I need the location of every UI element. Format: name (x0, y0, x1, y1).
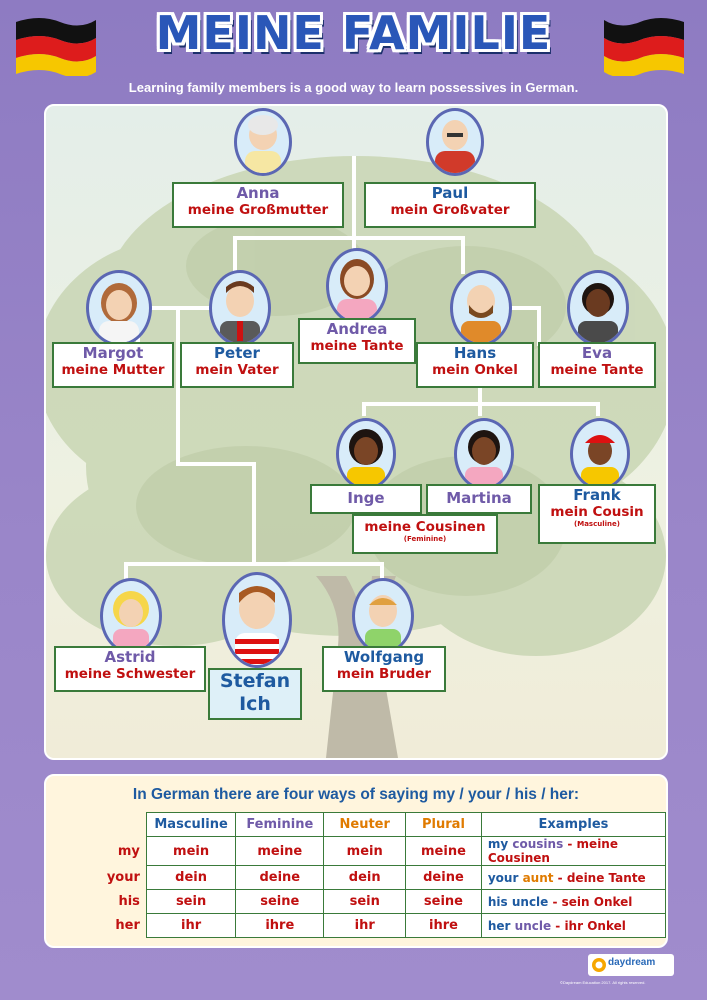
anna-portrait (234, 108, 292, 176)
table-cell: ihr (146, 914, 235, 938)
name-andrea: Andrea (326, 320, 388, 338)
page-title: MEINE FAMILIE (155, 6, 552, 60)
stefan-portrait (222, 572, 292, 668)
relation-stefan: Ich (239, 692, 271, 715)
relation-paul: mein Großvater (390, 202, 510, 218)
name-peter: Peter (214, 344, 260, 362)
possessives-table (94, 812, 666, 938)
name-anna: Anna (236, 184, 280, 202)
pronoun-cell: my (117, 843, 140, 859)
card-andrea (298, 318, 416, 364)
name-hans: Hans (453, 344, 497, 362)
table-row (94, 890, 666, 914)
name-frank: Frank (573, 486, 621, 504)
page-subtitle: Learning family members is a good way to learn possessives in German. (128, 80, 579, 95)
card-eva (538, 342, 656, 388)
pronoun-cell: her (115, 918, 140, 933)
logo-text: daydream (608, 957, 656, 968)
possessives-title: In German there are four ways of saying my / your / his / her: (132, 786, 580, 803)
card-peter (180, 342, 294, 388)
wolfgang-portrait (352, 578, 414, 654)
table-cell: deine (406, 866, 482, 890)
table-row (94, 837, 666, 866)
card-stefan (208, 668, 302, 720)
possessives-panel (44, 774, 668, 948)
table-cell: seine (236, 890, 324, 914)
note-feminine: (Feminine) (403, 535, 447, 544)
header-masculine: Masculine (146, 813, 235, 837)
header-feminine: Feminine (236, 813, 324, 837)
name-astrid: Astrid (104, 648, 156, 666)
name-margot: Margot (82, 344, 144, 362)
card-hans (416, 342, 534, 388)
card-anna (172, 182, 344, 228)
hans-portrait (450, 270, 512, 346)
pronoun-cell: his (118, 894, 140, 909)
frank-portrait (570, 418, 630, 490)
table-header-row (94, 813, 666, 837)
name-stefan: Stefan (219, 670, 291, 692)
table-cell: mein (146, 837, 235, 866)
name-inge: Inge (347, 489, 385, 507)
example-cell: your aunt - deine Tante (481, 866, 665, 890)
table-cell: ihr (324, 914, 406, 938)
table-row (94, 866, 666, 890)
pronoun-cell: your (106, 870, 140, 885)
table-cell: dein (324, 866, 406, 890)
relation-astrid: meine Schwester (64, 666, 196, 682)
daydream-logo (588, 954, 674, 976)
margot-portrait (86, 270, 152, 346)
header-examples: Examples (481, 813, 665, 837)
cloud-icon (591, 957, 607, 973)
card-cousinen (352, 514, 498, 554)
table-cell: meine (406, 837, 482, 866)
family-tree-panel (44, 104, 668, 760)
table-cell: sein (146, 890, 235, 914)
table-cell: dein (146, 866, 235, 890)
name-eva: Eva (581, 344, 613, 362)
relation-cousinen: meine Cousinen (364, 519, 486, 535)
table-cell: mein (324, 837, 406, 866)
table-row (94, 914, 666, 938)
name-martina: Martina (446, 489, 512, 507)
card-martina (426, 484, 532, 514)
andrea-portrait (326, 248, 388, 324)
table-cell: ihre (406, 914, 482, 938)
relation-margot: meine Mutter (61, 362, 165, 378)
inge-portrait (336, 418, 396, 490)
peter-portrait (209, 270, 271, 346)
astrid-portrait (100, 578, 162, 654)
example-cell: her uncle - ihr Onkel (481, 914, 665, 938)
note-masculine: (Masculine) (574, 520, 620, 529)
table-cell: ihre (236, 914, 324, 938)
table-cell: seine (406, 890, 482, 914)
example-cell: his uncle - sein Onkel (481, 890, 665, 914)
example-cell: my cousins - meine Cousinen (481, 837, 665, 866)
relation-peter: mein Vater (195, 362, 279, 378)
table-cell: meine (236, 837, 324, 866)
relation-anna: meine Großmutter (187, 202, 329, 218)
paul-portrait (426, 108, 484, 176)
table-cell: sein (324, 890, 406, 914)
copyright: ©Daydream Education 2017. All rights reserved. (560, 980, 646, 985)
name-wolfgang: Wolfgang (343, 648, 425, 666)
card-wolfgang (322, 646, 446, 692)
table-cell: deine (236, 866, 324, 890)
name-paul: Paul (431, 184, 469, 202)
header-plural: Plural (406, 813, 482, 837)
relation-frank: mein Cousin (550, 504, 644, 520)
card-paul (364, 182, 536, 228)
relation-hans: mein Onkel (432, 362, 518, 378)
header-neuter: Neuter (324, 813, 406, 837)
card-margot (52, 342, 174, 388)
relation-wolfgang: mein Bruder (336, 666, 432, 682)
card-frank (538, 484, 656, 544)
relation-andrea: meine Tante (310, 338, 404, 354)
relation-eva: meine Tante (550, 362, 644, 378)
card-inge (310, 484, 422, 514)
card-astrid (54, 646, 206, 692)
eva-portrait (567, 270, 629, 346)
martina-portrait (454, 418, 514, 490)
